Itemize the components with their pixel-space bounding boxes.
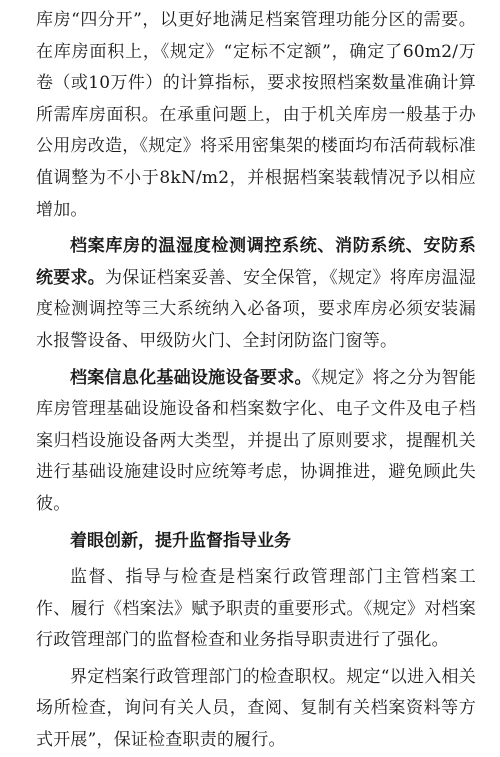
paragraph-text: 《规定》将之分为智能库房管理基础设施设备和档案数字化、电子文件及电子档案归档设施设备两大类型，并提出了原则要求，提醒机关进行基础设施建设时应统筹考虑，协调推进，避免顾此失彼。 — [36, 367, 476, 514]
paragraph-storage-requirements — [36, 5, 476, 226]
paragraph-monitoring-systems — [36, 231, 476, 357]
section-heading: 着眼创新，提升监督指导业务 — [70, 530, 291, 551]
paragraph-lead: 档案信息化基础设施设备要求。 — [70, 367, 312, 388]
paragraph-text: 库房“四分开”，以更好地满足档案管理功能分区的需要。在库房面积上，《规定》“定标不定额”，确定了60m2/万卷（或10万件）的计算指标，要求按照档案数量准确计算所需库房面积。在承重问题上，由于机关库房一般基于办公用房改造，《规定》将采用密集架的楼面均布活荷载标准值调整为不小于8kN/m2，并根据档案装载情况予以相应增加。 — [36, 10, 476, 220]
paragraph-text: 监督、指导与检查是档案行政管理部门主管档案工作、履行《档案法》赋予职责的重要形式。《规定》对档案行政管理部门的监督检查和业务指导职责进行了强化。 — [36, 567, 476, 651]
paragraph-lead: 档案库房的温湿度检测调控系统、消防系统、安防系统要求。 — [36, 236, 476, 288]
paragraph-inspection-authority — [36, 662, 476, 757]
paragraph-text: 界定档案行政管理部门的检查职权。规定“以进入相关场所检查，询问有关人员，查阅、复制有关档案资料等方式开展”，保证检查职责的履行。 — [36, 666, 476, 751]
paragraph-supervision — [36, 562, 476, 657]
paragraph-it-infrastructure — [36, 363, 476, 521]
paragraph-text: 为保证档案妥善、安全保管，《规定》将库房温湿度检测调控等三大系统纳入必备项，要求库房必须安装漏水报警设备、甲级防火门、全封闭防盗门窗等。 — [36, 267, 476, 351]
